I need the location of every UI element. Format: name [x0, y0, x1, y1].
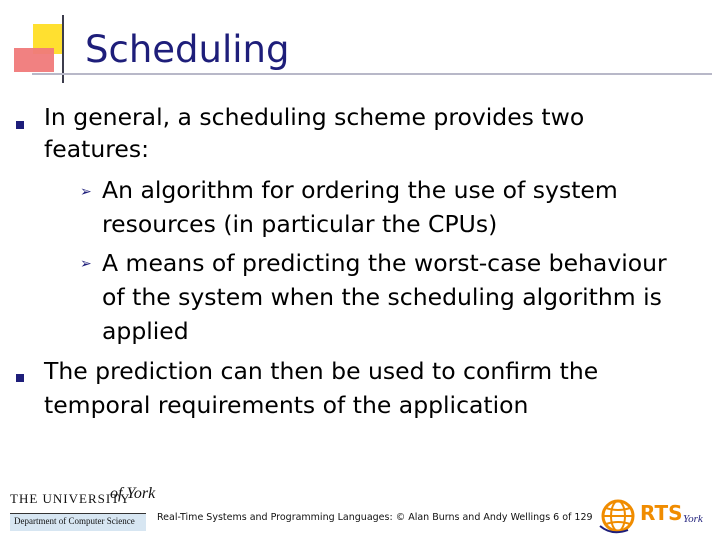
rts-logo-subtext: York	[683, 513, 703, 525]
square-bullet-icon	[16, 374, 24, 382]
subbullet-1-line-1: An algorithm for ordering the use of system	[102, 176, 618, 204]
university-of-york-logo	[10, 485, 156, 533]
globe-icon	[598, 496, 638, 536]
footer-citation: Real-Time Systems and Programming Languages: © Alan Burns and Andy Wellings 6 of 129	[157, 512, 593, 523]
subbullet-2-line-2: of the system when the scheduling algorithm is	[102, 283, 662, 311]
subbullet-1-line-2: resources (in particular the CPUs)	[102, 210, 498, 238]
bullet-2-line-1: The prediction can then be used to confirm the	[44, 357, 599, 385]
rts-logo-text: RTS	[640, 501, 683, 525]
bullet-2-line-2: temporal requirements of the application	[44, 391, 529, 419]
arrow-bullet-icon: ➢	[80, 184, 92, 200]
university-logo-york-text: of York	[110, 485, 156, 502]
arrow-bullet-icon: ➢	[80, 256, 92, 272]
bullet-1-line-2: features:	[44, 135, 150, 163]
subbullet-2-line-3: applied	[102, 317, 189, 345]
rts-logo	[598, 496, 714, 536]
university-logo-text: THE UNIVERSITY	[10, 491, 131, 506]
bullet-1-line-1: In general, a scheduling scheme provides two	[44, 103, 585, 131]
square-bullet-icon	[16, 121, 24, 129]
department-name: Department of Computer Science	[14, 516, 135, 526]
slide-title: Scheduling	[85, 28, 290, 71]
title-decoration-red	[14, 48, 54, 72]
subbullet-2-line-1: A means of predicting the worst-case behaviour	[102, 249, 667, 277]
